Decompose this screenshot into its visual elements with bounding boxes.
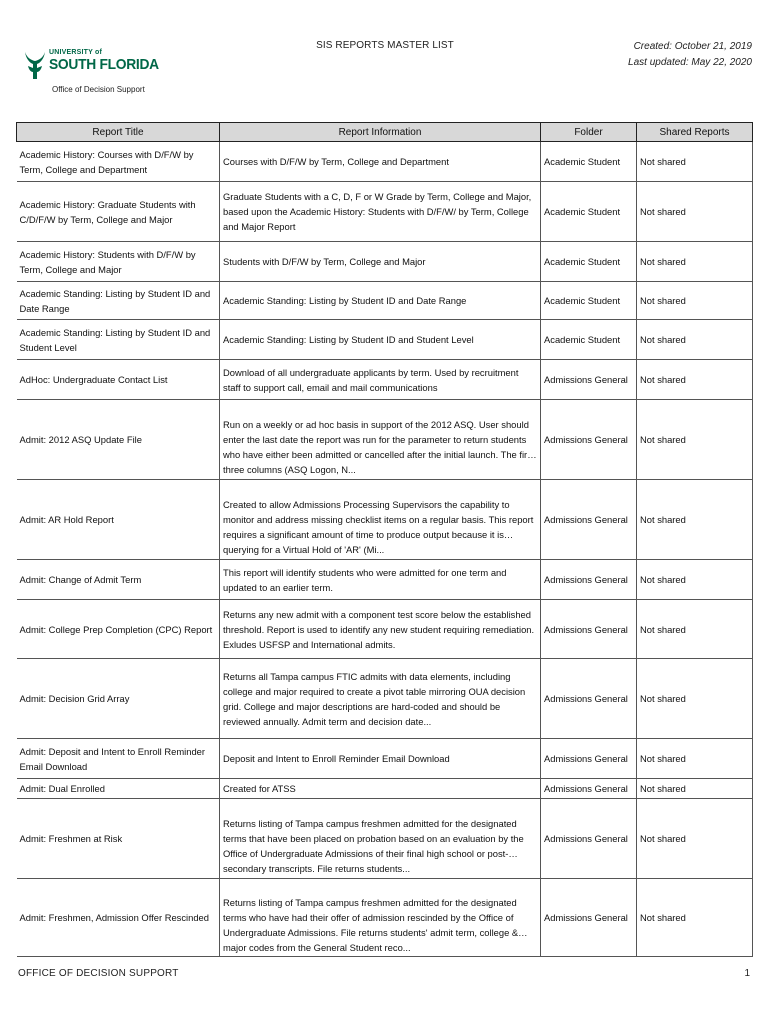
report-info-cell: Courses with D/F/W by Term, College and Department	[223, 156, 449, 167]
table-row	[17, 659, 753, 739]
report-title-cell: Academic Standing: Listing by Student ID and Student Level	[19, 326, 211, 353]
table-row	[17, 242, 753, 282]
report-info-cell: Returns listing of Tampa campus freshmen admitted for the designated terms that have been placed on probation based on an evaluation by the Office of Undergraduate Admissions of their final high school or post-secondary transcripts. File returns students...	[223, 818, 524, 874]
table-header-row	[17, 123, 753, 142]
table-row	[17, 879, 753, 957]
folder-cell: Admissions General	[544, 374, 628, 385]
report-title-cell: Admit: 2012 ASQ Update File	[19, 434, 142, 445]
table-row	[17, 142, 753, 182]
report-info-cell: Returns listing of Tampa campus freshmen admitted for the designated terms who have had their offer of admission rescinded by the Office of Undergraduate Admissions. File returns students' admit term, college & major codes from the General Student reco...	[223, 897, 519, 953]
folder-cell: Admissions General	[544, 574, 628, 585]
folder-cell: Admissions General	[544, 514, 628, 525]
logo-university-text: UNIVERSITY of	[49, 49, 103, 56]
report-title-cell: Academic Standing: Listing by Student ID and Date Range	[19, 287, 211, 314]
shared-cell: Not shared	[640, 206, 686, 217]
report-info-cell: Deposit and Intent to Enroll Reminder Email Download	[223, 753, 450, 764]
report-title-cell: Academic History: Graduate Students with C/D/F/W by Term, College and Major	[19, 198, 196, 225]
table-row	[17, 560, 753, 600]
shared-cell: Not shared	[640, 434, 686, 445]
folder-cell: Academic Student	[544, 206, 621, 217]
folder-cell: Admissions General	[544, 912, 628, 923]
report-info-cell: Download of all undergraduate applicants by term. Used by recruitment staff to support call, email and mail communications	[223, 366, 519, 393]
logo-office-text: Office of Decision Support	[52, 85, 145, 94]
table-row	[17, 282, 753, 320]
shared-cell: Not shared	[640, 334, 686, 345]
report-info-cell: Academic Standing: Listing by Student ID and Date Range	[223, 295, 467, 306]
shared-cell: Not shared	[640, 374, 686, 385]
column-header-shared: Shared Reports	[637, 123, 753, 142]
table-row	[17, 739, 753, 779]
report-info-cell: Created to allow Admissions Processing Supervisors the capability to monitor and address missing checklist items on a regular basis. This report requires a significant amount of time to produce output because it is querying for a Virtual Hold of 'AR' (Mi...	[223, 499, 534, 555]
shared-cell: Not shared	[640, 514, 686, 525]
folder-cell: Academic Student	[544, 334, 621, 345]
shared-cell: Not shared	[640, 295, 686, 306]
logo-name-text: SOUTH FLORIDA	[49, 56, 159, 73]
column-header-folder: Folder	[541, 123, 637, 142]
folder-cell: Academic Student	[544, 295, 621, 306]
folder-cell: Admissions General	[544, 434, 628, 445]
shared-cell: Not shared	[640, 256, 686, 267]
table-row	[17, 400, 753, 480]
usf-bull-logo-icon	[24, 50, 46, 82]
shared-cell: Not shared	[640, 693, 686, 704]
updated-date: Last updated: May 22, 2020	[628, 57, 752, 68]
report-title-cell: Admit: Freshmen at Risk	[19, 833, 123, 844]
report-title-cell: Academic History: Courses with D/F/W by Term, College and Department	[19, 148, 194, 175]
table-row	[17, 320, 753, 360]
column-header-title: Report Title	[17, 123, 220, 142]
report-info-cell: Created for ATSS	[223, 783, 296, 794]
report-title-cell: AdHoc: Undergraduate Contact List	[19, 374, 168, 385]
folder-cell: Admissions General	[544, 833, 628, 844]
folder-cell: Admissions General	[544, 753, 628, 764]
shared-cell: Not shared	[640, 753, 686, 764]
usf-logo	[24, 46, 159, 100]
report-info-cell: Students with D/F/W by Term, College and Major	[223, 256, 426, 267]
report-title-cell: Admit: AR Hold Report	[19, 514, 114, 525]
document-dates	[628, 39, 752, 71]
report-title-cell: Admit: Freshmen, Admission Offer Rescinded	[19, 912, 209, 923]
report-info-cell: Run on a weekly or ad hoc basis in support of the 2012 ASQ. User should enter the last date the report was run for the parameter to return students who have either been admitted or cancelled after the initial launch. The first three columns (ASQ Logon, N...	[223, 419, 535, 475]
document-title: SIS REPORTS MASTER LIST	[316, 40, 454, 51]
table-row	[17, 182, 753, 242]
report-title-cell: Admit: Change of Admit Term	[19, 574, 142, 585]
folder-cell: Admissions General	[544, 783, 628, 794]
shared-cell: Not shared	[640, 623, 686, 635]
table-row	[17, 799, 753, 879]
table-row	[17, 360, 753, 400]
folder-cell: Admissions General	[544, 623, 628, 635]
reports-table	[16, 122, 753, 957]
folder-cell: Academic Student	[544, 156, 621, 167]
report-title-cell: Academic History: Students with D/F/W by Term, College and Major	[19, 248, 196, 275]
folder-cell: Admissions General	[544, 693, 628, 704]
table-row	[17, 779, 753, 799]
report-info-cell: Academic Standing: Listing by Student ID and Student Level	[223, 334, 474, 345]
shared-cell: Not shared	[640, 574, 686, 585]
footer-office: OFFICE OF DECISION SUPPORT	[18, 968, 179, 979]
table-row	[17, 600, 753, 659]
report-title-cell: Admit: Dual Enrolled	[19, 783, 105, 794]
folder-cell: Academic Student	[544, 256, 621, 267]
shared-cell: Not shared	[640, 912, 686, 923]
shared-cell: Not shared	[640, 833, 686, 844]
table-row	[17, 480, 753, 560]
page-number: 1	[744, 968, 750, 979]
shared-cell: Not shared	[640, 156, 686, 167]
report-title-cell: Admit: Deposit and Intent to Enroll Reminder Email Download	[19, 745, 206, 772]
report-info-cell: Graduate Students with a C, D, F or W Grade by Term, College and Major, based upon the Academic History: Students with D/F/W/ by Term, College and Major Report	[223, 191, 532, 232]
column-header-info: Report Information	[220, 123, 541, 142]
shared-cell: Not shared	[640, 783, 686, 794]
report-info-cell: This report will identify students who were admitted for one term and updated to an earlier term.	[223, 566, 507, 593]
report-info-cell: Returns all Tampa campus FTIC admits with data elements, including college and major required to create a pivot table mirroring OUA decision grid. College and major descriptions are hard-coded and should be reviewed annually. Admit term and decision date...	[223, 670, 526, 727]
report-info-cell: Returns any new admit with a component test score below the established threshold. Report is used to identify any new student requiring remediation. Exludes USFSP and International admits.	[223, 608, 535, 650]
table-body	[17, 142, 753, 957]
created-date: Created: October 21, 2019	[633, 41, 752, 52]
report-title-cell: Admit: College Prep Completion (CPC) Report	[19, 623, 213, 635]
report-title-cell: Admit: Decision Grid Array	[19, 693, 130, 704]
